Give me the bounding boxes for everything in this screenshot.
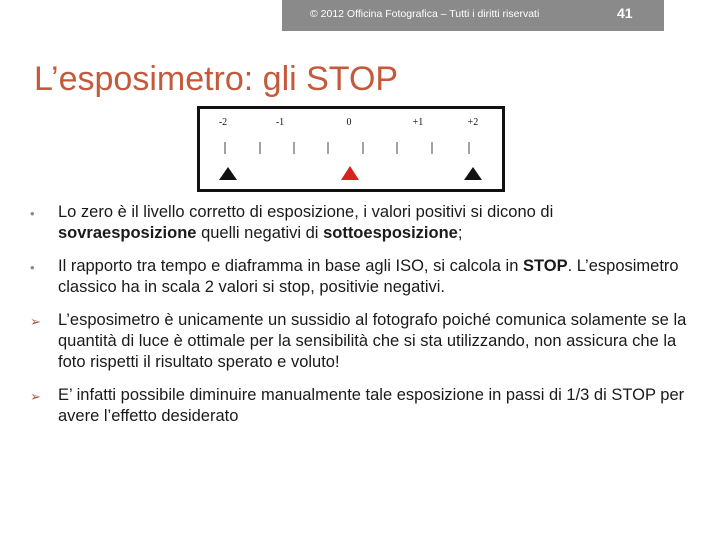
scale-label: -1 (275, 117, 285, 128)
header-bar (282, 0, 664, 31)
list-item: ➢ E’ infatti possibile diminuire manualmente tale esposizione in passi di 1/3 di STOP per avere l’effetto desiderato (30, 386, 685, 425)
arrow-bullet-icon: ➢ (30, 389, 41, 404)
page-number: 41 (617, 5, 633, 21)
bullet-list (30, 202, 690, 427)
scale-label: -2 (218, 117, 228, 128)
exposure-meter-graphic (197, 106, 505, 192)
list-item: • Il rapporto tra tempo e diaframma in base agli ISO, si calcola in STOP. L’esposimetro classico ha in scala 2 valori si stop, positivie negativi. (30, 257, 679, 296)
slide-title: L’esposimetro: gli STOP (34, 60, 399, 98)
bullet-dot-icon: • (30, 206, 35, 221)
scale-label: 0 (346, 117, 352, 128)
arrow-bullet-icon: ➢ (30, 314, 41, 329)
exposure-meter-scale (197, 106, 505, 192)
copyright-text: © 2012 Officina Fotografica – Tutti i diritti riservati (310, 8, 540, 20)
list-item: ➢ L’esposimetro è unicamente un sussidio al fotografo poiché comunica solamente se la quantità di luce è ottimale per la sensibilità che si sta utilizzando, non assicura che la foto rispetti il risultato sperato e voluto! (30, 311, 687, 371)
term-sovraesposizione: sovraesposizione (58, 224, 197, 242)
scale-label: +2 (467, 117, 479, 128)
term-stop: STOP (522, 257, 568, 275)
bullet-dot-icon: • (30, 260, 35, 275)
scale-label: +1 (412, 117, 424, 128)
list-item: • Lo zero è il livello corretto di esposizione, i valori positivi si dicono di sovraesposizione quelli negativi di sottoesposizione; (30, 203, 554, 242)
term-sottoesposizione: sottoesposizione (323, 224, 458, 242)
